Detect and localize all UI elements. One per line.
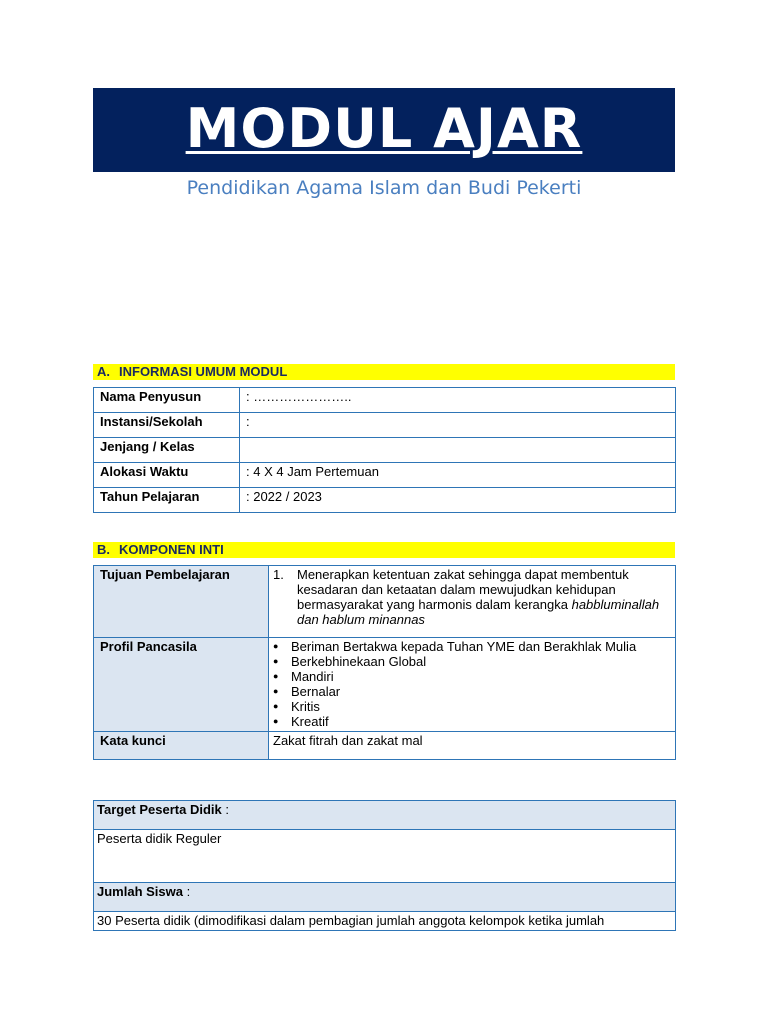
title-banner [93,88,675,172]
list-item: ● Kreatif [269,714,669,729]
table-row [94,438,676,463]
target-heading-cell [94,801,676,830]
row-label: Tahun Pelajaran [94,488,240,513]
list-item: ● Mandiri [269,669,669,684]
list-item: ● Berkebhinekaan Global [269,654,669,669]
kata-kunci-label: Kata kunci [94,732,269,760]
row-value: : 2022 / 2023 [240,488,676,513]
table-row [94,463,676,488]
tujuan-label: Tujuan Pembelajaran [94,566,269,638]
jumlah-heading-cell [94,883,676,912]
target-suffix: : [221,802,229,817]
section-a-heading [93,364,675,380]
document-subtitle: Pendidikan Agama Islam dan Budi Pekerti [186,177,582,199]
table-row [94,883,676,912]
target-label: Target Peserta Didik [97,802,222,817]
table-row [94,801,676,830]
row-value [240,438,676,463]
info-umum-table [93,387,676,513]
row-label: Instansi/Sekolah [94,413,240,438]
table-row [94,413,676,438]
table-row [94,638,676,732]
table-row [94,488,676,513]
row-label: Jenjang / Kelas [94,438,240,463]
list-item: ● Bernalar [269,684,669,699]
list-item: ● Beriman Bertakwa kepada Tuhan YME dan Berakhlak Mulia [269,639,669,654]
tujuan-italic: habbluminallah dan hablum minannas [297,597,660,627]
list-item: ● Kritis [269,699,669,714]
row-value: : [240,413,676,438]
komponen-inti-table [93,565,676,760]
section-b-letter: B. [97,542,110,557]
profil-value [269,638,676,732]
section-b-title: KOMPONEN INTI [119,542,224,557]
section-b-heading [93,542,675,558]
row-value: : 4 X 4 Jam Pertemuan [240,463,676,488]
jumlah-label: Jumlah Siswa [97,884,183,899]
row-label: Alokasi Waktu [94,463,240,488]
section-a-letter: A. [97,364,110,379]
jumlah-suffix: : [182,884,191,899]
profil-label: Profil Pancasila [94,638,269,732]
jumlah-value: 30 Peserta didik (dimodifikasi dalam pembagian jumlah anggota kelompok ketika jumlah [94,912,676,931]
row-value: : ………………….. [240,388,676,413]
target-value: Peserta didik Reguler [94,830,676,883]
table-row [94,566,676,638]
kata-kunci-value: Zakat fitrah dan zakat mal [269,732,676,760]
table-row [94,732,676,760]
list-number: 1. [273,567,284,582]
tujuan-value [269,566,676,638]
table-row [94,388,676,413]
tujuan-text: Menerapkan ketentuan zakat sehingga dapat membentuk kesadaran dan ketaatan dalam mewujudkan kehidupan bermasyarakat yang harmonis dalam kerangka [297,567,629,612]
section-a-title: INFORMASI UMUM MODUL [119,364,288,379]
document-title: MODUL AJAR [185,96,583,160]
profil-list [269,639,669,729]
table-row [94,912,676,931]
row-label: Nama Penyusun [94,388,240,413]
list-item [273,567,669,627]
table-row [94,830,676,883]
target-table [93,800,676,931]
tujuan-list [273,567,669,627]
